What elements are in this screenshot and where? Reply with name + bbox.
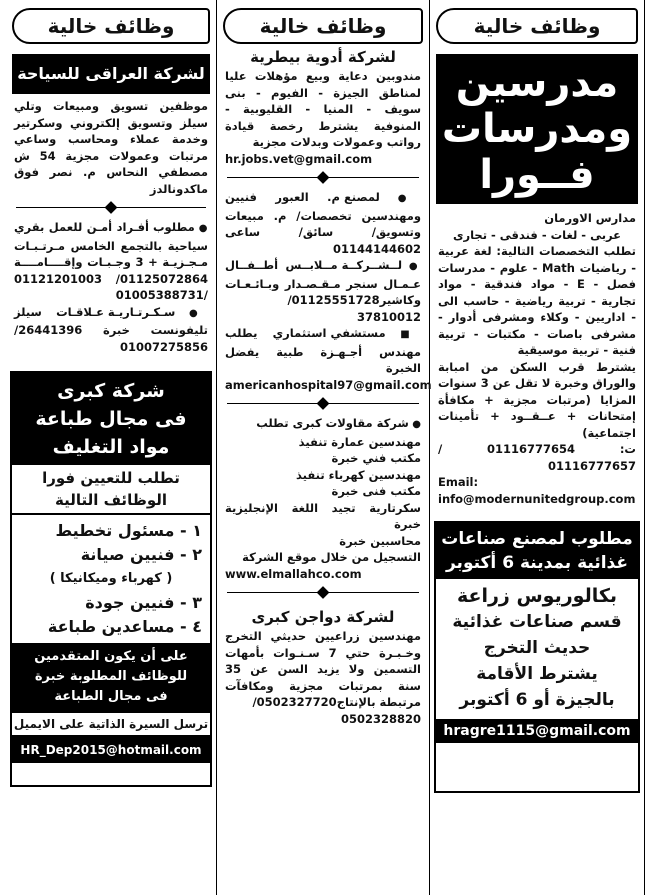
food-ad-head: مطلوب لمصنع صناعات غذائية بمدينة 6 أكتوبر xyxy=(436,523,638,579)
tourism-banner: لشركة العراقى للسياحة xyxy=(12,54,210,94)
print-ad-note xyxy=(12,643,210,711)
ad-body: موظفين تسويق ومبيعات وتلي سيلز وتسويق إلكتروني وسكرتير وخدمة عملاء ومحاسب وساعي مرتبات وعمولات مجزية 54 ش مصطفي النحاس م. نصر فوق ماكدونالدز xyxy=(14,99,208,196)
print-item: ٢ - فنيين صيانة xyxy=(80,545,202,564)
food-ad-email: hragre1115@gmail.com xyxy=(436,719,638,743)
ad-line: التسجيل من خلال موقع الشركة xyxy=(242,550,421,564)
ad-url: www.elmallahco.com xyxy=(225,566,362,581)
ad-title: لشركة دواجن كبرى xyxy=(251,608,395,626)
print-ad-sub xyxy=(12,465,210,515)
food-ad-line: حديث التخرج xyxy=(483,638,591,658)
food-ad-line: بكالوريوس زراعة xyxy=(456,585,618,607)
ad-item: ■ مستشفي استثماري يطلب مهندس أجـهـزة طبية يفضل الخبرة xyxy=(217,325,429,377)
ad-email: hr.jobs.vet@gmail.com xyxy=(225,151,373,166)
ad-item: ● مطلوب أفـراد أمـن للعمل بقري سياحية بالتجمع الخامس مـرتـبـات مـجـزيـة + 3 وجـبـات وإقــــامــــة 01125072864/ 01121201003 /01005388731 xyxy=(6,219,216,304)
print-note-line: على أن يكون المتقدمين xyxy=(34,649,188,664)
print-ad-items xyxy=(12,515,210,643)
ad-line: مهندسين كهرباء تنفيذ xyxy=(296,467,421,482)
print-head-line: فى مجال طباعة xyxy=(35,408,187,430)
subjects: عربى - لغات - فندقى - تجارى xyxy=(452,227,622,242)
email: info@modernunitedgroup.com xyxy=(438,491,636,506)
teachers-banner xyxy=(436,54,638,204)
divider xyxy=(227,586,419,600)
section-header xyxy=(436,8,638,44)
print-ad-send: ترسل السيرة الذاتية على الايميل xyxy=(12,711,210,737)
ad-body: تطلب التخصصات التالية: لغة عربية - رياضيات Math - علوم - مدرسات فصل - E - مواد فندقية - مواد تجارية - تربية رياضية - حاسب الى - اداريين - وكلاء ومشرفى أدوار - مشرفى باصات - مكتبات - تربية فنية - تربية موسيقية xyxy=(438,244,636,357)
ad-line: مكتب فني خبرة xyxy=(331,451,421,465)
print-head-line: مواد التغليف xyxy=(52,436,170,458)
ad-item: ● لمصنع م. العبور فنيين ومهندسين تخصصات/ م. مبيعات وتسويق/ سائق/ ساعى 01144144602 xyxy=(217,189,429,257)
ad-line: سكرتارية تجيد اللغة الإنجليزية خبرة xyxy=(225,500,421,531)
ad-line: مكتب فنى خبرة xyxy=(331,484,421,498)
ad-item: ● لــشــركــة مــلابــس أطــفــال عـمـال سنجر مـقـصـدار وبـائـعـات وكاشير01125551728/ 37810012 xyxy=(217,257,429,325)
ad-email: americanhospital97@gmail.com xyxy=(225,377,432,392)
food-ad-line: قسم صناعات غذائية xyxy=(452,612,622,632)
divider xyxy=(227,397,419,411)
divider xyxy=(16,201,206,215)
ad-conditions: يشترط قرب السكن من امبابة والوراق وخبرة لا تقل عن 3 سنوات المزايا (مرتبات مجزية + مكافأة إمتحانات + عــقــود + تأمينات اجتماعية) xyxy=(438,359,636,440)
column-left xyxy=(6,0,216,895)
food-factory-ad xyxy=(434,521,640,793)
print-item: ١ - مسئول تخطيط xyxy=(55,521,202,540)
ad-title: لشركة أدوية بيطرية xyxy=(250,48,396,66)
header-label: وظائف خالية xyxy=(259,14,387,38)
print-ad-head xyxy=(12,373,210,465)
print-sub-line: تطلب للتعيين فورا xyxy=(42,469,180,487)
column-right xyxy=(430,0,645,895)
ad-body: مندوبين دعاية وبيع مؤهلات عليا لمناطق الجيزة - الفيوم - بنى سويف - المنيا - القليوبية - المنوفية يشترط رخصة قيادة رواتب وعمولات وبدلات مجزية xyxy=(225,69,421,149)
ad-line: محاسبين خبرة xyxy=(339,533,421,548)
banner-line: مدرسين xyxy=(455,60,619,106)
food-ad-line: بالجيزة أو 6 أكتوبر xyxy=(459,690,615,710)
header-label: وظائف خالية xyxy=(473,14,601,38)
print-ad-email: HR_Dep2015@hotmail.com xyxy=(12,737,210,763)
ad-body: مهندسين زراعيين حديثي التخرج وخـبـرة حتي 7 سـنـوات بأمهات التسمين ولا يزيد السن عن 35 سنة بمرتبات مجزية ومكافآت مرتبطة بالإنتاج0502327720/ xyxy=(225,629,421,709)
print-note-line: للوظائف المطلوبة خبرة xyxy=(34,669,188,684)
print-head-line: شركة كبرى xyxy=(57,380,165,402)
print-item: ٤ - مساعدين طباعة xyxy=(47,617,202,636)
divider xyxy=(227,171,419,185)
food-ad-line: يشترط الأقامة xyxy=(476,664,598,684)
column-middle xyxy=(216,0,430,895)
ad-line: مهندسين عمارة تنفيذ xyxy=(298,434,421,449)
ad-item: ● سـكـرتـاريـة عـلاقـات سيلز تليفونست خبرة 26441396/ 01007275856 xyxy=(6,304,216,356)
banner-line: فــورا xyxy=(479,152,595,198)
ad-title: ● شركة مقاولات كبرى تطلب xyxy=(217,415,429,434)
email-label: Email: xyxy=(438,475,479,489)
header-label: وظائف خالية xyxy=(47,14,175,38)
banner-line: ومدرسات xyxy=(441,106,633,152)
section-header xyxy=(12,8,210,44)
school-name: مدارس الاورمان xyxy=(544,211,636,225)
ad-phones: ت: 01116777654 / 01116777657 xyxy=(438,442,636,473)
section-header xyxy=(223,8,423,44)
printing-company-ad xyxy=(10,371,212,787)
print-note-line: فى مجال الطباعة xyxy=(54,689,168,704)
print-item: ٣ - فنيين جودة xyxy=(85,593,202,612)
ad-phone: 0502328820 xyxy=(340,711,421,726)
print-item: ( كهرباء وميكانيكا ) xyxy=(49,571,173,586)
print-sub-line: الوظائف التالية xyxy=(54,491,168,509)
